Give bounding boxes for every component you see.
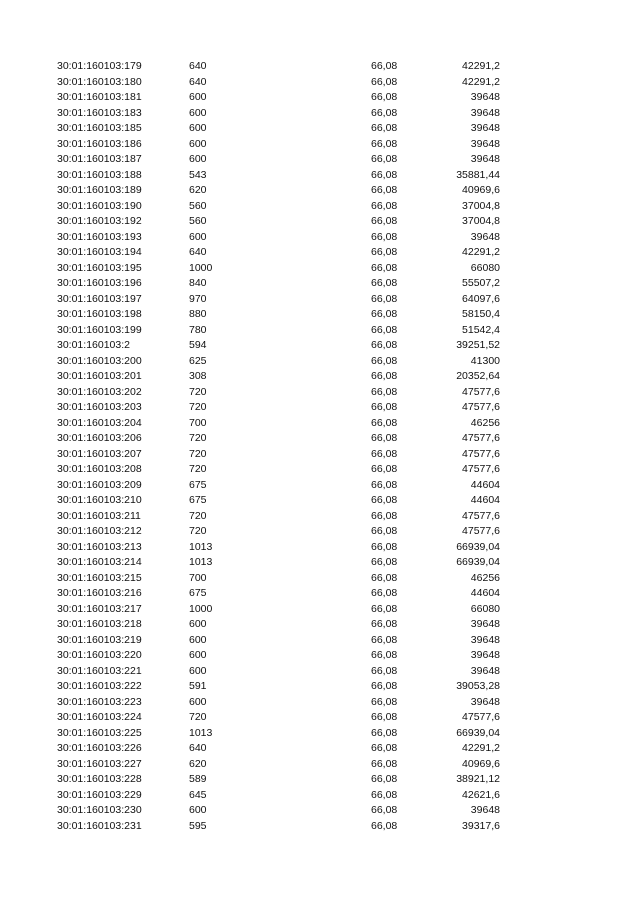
total-cell: 66080: [470, 261, 500, 274]
total-cell: 37004,8: [462, 199, 500, 212]
total-cell: 35881,44: [456, 168, 500, 181]
table-row: [0, 75, 640, 91]
cadastral-number-cell: 30:01:160103:222: [57, 680, 142, 692]
table-row: [0, 323, 640, 339]
rate-cell: 66,08: [371, 804, 398, 816]
table-row: [0, 772, 640, 788]
quantity-cell: 600: [189, 804, 207, 816]
quantity-cell: 720: [189, 447, 207, 460]
table-row: [0, 307, 640, 323]
cadastral-number-cell: 30:01:160103:213: [57, 540, 142, 553]
table-row: [0, 478, 640, 494]
cadastral-number-cell: 30:01:160103:200: [57, 354, 142, 367]
total-cell: 55507,2: [462, 277, 500, 289]
cadastral-number-cell: 30:01:160103:225: [57, 726, 142, 739]
quantity-cell: 600: [189, 618, 207, 630]
total-cell: 38921,12: [456, 773, 500, 785]
quantity-cell: 675: [189, 478, 207, 491]
rate-cell: 66,08: [371, 742, 398, 754]
total-cell: 47577,6: [462, 432, 500, 444]
quantity-cell: 840: [189, 277, 207, 289]
quantity-cell: 594: [189, 339, 207, 351]
cadastral-number-cell: 30:01:160103:201: [57, 370, 142, 382]
cadastral-number-cell: 30:01:160103:210: [57, 494, 142, 506]
total-cell: 39251,52: [456, 339, 500, 351]
rate-cell: 66,08: [371, 168, 398, 181]
rate-cell: 66,08: [371, 571, 398, 584]
cadastral-number-cell: 30:01:160103:227: [57, 757, 142, 770]
quantity-cell: 595: [189, 819, 207, 832]
total-cell: 47577,6: [462, 385, 500, 398]
cadastral-number-cell: 30:01:160103:185: [57, 122, 142, 134]
rate-cell: 66,08: [371, 323, 398, 336]
cadastral-number-cell: 30:01:160103:203: [57, 401, 142, 413]
cadastral-number-cell: 30:01:160103:194: [57, 246, 142, 258]
table-row: [0, 493, 640, 509]
cadastral-number-cell: 30:01:160103:198: [57, 308, 142, 320]
rate-cell: 66,08: [371, 385, 398, 398]
quantity-cell: 700: [189, 416, 207, 429]
total-cell: 42291,2: [462, 60, 500, 72]
cadastral-number-cell: 30:01:160103:207: [57, 447, 142, 460]
quantity-cell: 1000: [189, 602, 213, 615]
total-cell: 39648: [470, 153, 500, 165]
cadastral-number-cell: 30:01:160103:209: [57, 478, 142, 491]
quantity-cell: 600: [189, 91, 207, 103]
total-cell: 40969,6: [462, 184, 500, 196]
rate-cell: 66,08: [371, 649, 398, 661]
rate-cell: 66,08: [371, 153, 398, 165]
table-row: [0, 726, 640, 742]
quantity-cell: 600: [189, 122, 207, 134]
total-cell: 39648: [470, 633, 500, 646]
table-row: [0, 90, 640, 106]
quantity-cell: 640: [189, 60, 207, 72]
cadastral-number-cell: 30:01:160103:186: [57, 137, 142, 150]
total-cell: 39648: [470, 137, 500, 150]
table-row: [0, 137, 640, 153]
rate-cell: 66,08: [371, 401, 398, 413]
quantity-cell: 600: [189, 664, 207, 677]
cadastral-number-cell: 30:01:160103:180: [57, 75, 142, 88]
cadastral-number-cell: 30:01:160103:2: [57, 339, 130, 351]
rate-cell: 66,08: [371, 292, 398, 305]
cadastral-number-cell: 30:01:160103:190: [57, 199, 142, 212]
rate-cell: 66,08: [371, 587, 398, 599]
total-cell: 64097,6: [462, 292, 500, 305]
cadastral-number-cell: 30:01:160103:231: [57, 819, 142, 832]
table-row: [0, 106, 640, 122]
cadastral-number-cell: 30:01:160103:193: [57, 230, 142, 243]
total-cell: 47577,6: [462, 525, 500, 537]
rate-cell: 66,08: [371, 246, 398, 258]
cadastral-number-cell: 30:01:160103:188: [57, 168, 142, 181]
quantity-cell: 560: [189, 215, 207, 227]
quantity-cell: 640: [189, 246, 207, 258]
total-cell: 66080: [470, 602, 500, 615]
total-cell: 20352,64: [456, 370, 500, 382]
cadastral-number-cell: 30:01:160103:199: [57, 323, 142, 336]
total-cell: 58150,4: [462, 308, 500, 320]
quantity-cell: 720: [189, 463, 207, 475]
total-cell: 39648: [470, 106, 500, 119]
table-row: [0, 509, 640, 525]
quantity-cell: 620: [189, 757, 207, 770]
table-row: [0, 354, 640, 370]
rate-cell: 66,08: [371, 819, 398, 832]
quantity-cell: 589: [189, 773, 207, 785]
table-row: [0, 695, 640, 711]
table-row: [0, 788, 640, 804]
table-row: [0, 400, 640, 416]
quantity-cell: 640: [189, 75, 207, 88]
total-cell: 46256: [470, 571, 500, 584]
table-row: [0, 292, 640, 308]
table-row: [0, 214, 640, 230]
table-row: [0, 540, 640, 556]
rate-cell: 66,08: [371, 277, 398, 289]
table-row: [0, 369, 640, 385]
cadastral-number-cell: 30:01:160103:208: [57, 463, 142, 475]
cadastral-number-cell: 30:01:160103:179: [57, 60, 142, 72]
total-cell: 47577,6: [462, 401, 500, 413]
cadastral-number-cell: 30:01:160103:218: [57, 618, 142, 630]
rate-cell: 66,08: [371, 556, 398, 568]
quantity-cell: 780: [189, 323, 207, 336]
table-row: [0, 648, 640, 664]
cadastral-number-cell: 30:01:160103:204: [57, 416, 142, 429]
table-row: [0, 276, 640, 292]
table-row: [0, 664, 640, 680]
quantity-cell: 1013: [189, 540, 213, 553]
rate-cell: 66,08: [371, 463, 398, 475]
cadastral-number-cell: 30:01:160103:217: [57, 602, 142, 615]
cadastral-number-cell: 30:01:160103:196: [57, 277, 142, 289]
cadastral-number-cell: 30:01:160103:192: [57, 215, 142, 227]
total-cell: 42621,6: [462, 788, 500, 801]
total-cell: 39648: [470, 618, 500, 630]
quantity-cell: 675: [189, 587, 207, 599]
table-row: [0, 245, 640, 261]
table-row: [0, 819, 640, 835]
quantity-cell: 560: [189, 199, 207, 212]
total-cell: 39648: [470, 649, 500, 661]
total-cell: 42291,2: [462, 75, 500, 88]
table-row: [0, 679, 640, 695]
rate-cell: 66,08: [371, 757, 398, 770]
cadastral-number-cell: 30:01:160103:202: [57, 385, 142, 398]
total-cell: 39648: [470, 91, 500, 103]
table-row: [0, 338, 640, 354]
cadastral-number-cell: 30:01:160103:206: [57, 432, 142, 444]
table-row: [0, 586, 640, 602]
total-cell: 66939,04: [456, 540, 500, 553]
rate-cell: 66,08: [371, 137, 398, 150]
quantity-cell: 625: [189, 354, 207, 367]
table-row: [0, 617, 640, 633]
table-row: [0, 230, 640, 246]
rate-cell: 66,08: [371, 75, 398, 88]
rate-cell: 66,08: [371, 788, 398, 801]
data-table: [0, 59, 640, 834]
rate-cell: 66,08: [371, 354, 398, 367]
rate-cell: 66,08: [371, 695, 398, 708]
cadastral-number-cell: 30:01:160103:211: [57, 509, 141, 522]
rate-cell: 66,08: [371, 711, 398, 723]
quantity-cell: 720: [189, 432, 207, 444]
quantity-cell: 620: [189, 184, 207, 196]
cadastral-number-cell: 30:01:160103:223: [57, 695, 142, 708]
table-row: [0, 633, 640, 649]
rate-cell: 66,08: [371, 509, 398, 522]
quantity-cell: 1000: [189, 261, 213, 274]
total-cell: 44604: [470, 494, 500, 506]
quantity-cell: 543: [189, 168, 207, 181]
table-row: [0, 59, 640, 75]
quantity-cell: 600: [189, 649, 207, 661]
quantity-cell: 720: [189, 525, 207, 537]
total-cell: 39648: [470, 695, 500, 708]
quantity-cell: 600: [189, 230, 207, 243]
total-cell: 41300: [470, 354, 500, 367]
total-cell: 46256: [470, 416, 500, 429]
total-cell: 44604: [470, 587, 500, 599]
rate-cell: 66,08: [371, 478, 398, 491]
rate-cell: 66,08: [371, 773, 398, 785]
table-row: [0, 741, 640, 757]
table-row: [0, 416, 640, 432]
rate-cell: 66,08: [371, 215, 398, 227]
total-cell: 66939,04: [456, 556, 500, 568]
cadastral-number-cell: 30:01:160103:214: [57, 556, 142, 568]
cadastral-number-cell: 30:01:160103:224: [57, 711, 142, 723]
quantity-cell: 600: [189, 633, 207, 646]
rate-cell: 66,08: [371, 416, 398, 429]
quantity-cell: 700: [189, 571, 207, 584]
total-cell: 47577,6: [462, 509, 500, 522]
cadastral-number-cell: 30:01:160103:183: [57, 106, 142, 119]
total-cell: 39648: [470, 122, 500, 134]
quantity-cell: 970: [189, 292, 207, 305]
quantity-cell: 600: [189, 153, 207, 165]
quantity-cell: 600: [189, 137, 207, 150]
total-cell: 66939,04: [456, 726, 500, 739]
cadastral-number-cell: 30:01:160103:212: [57, 525, 142, 537]
table-row: [0, 168, 640, 184]
total-cell: 39053,28: [456, 680, 500, 692]
rate-cell: 66,08: [371, 633, 398, 646]
table-row: [0, 431, 640, 447]
total-cell: 42291,2: [462, 742, 500, 754]
cadastral-number-cell: 30:01:160103:181: [57, 91, 142, 103]
rate-cell: 66,08: [371, 525, 398, 537]
rate-cell: 66,08: [371, 432, 398, 444]
total-cell: 39648: [470, 230, 500, 243]
table-row: [0, 385, 640, 401]
quantity-cell: 880: [189, 308, 207, 320]
rate-cell: 66,08: [371, 122, 398, 134]
rate-cell: 66,08: [371, 370, 398, 382]
cadastral-number-cell: 30:01:160103:221: [57, 664, 142, 677]
quantity-cell: 1013: [189, 556, 213, 568]
table-row: [0, 261, 640, 277]
rate-cell: 66,08: [371, 339, 398, 351]
quantity-cell: 720: [189, 509, 207, 522]
cadastral-number-cell: 30:01:160103:189: [57, 184, 142, 196]
rate-cell: 66,08: [371, 106, 398, 119]
rate-cell: 66,08: [371, 91, 398, 103]
rate-cell: 66,08: [371, 540, 398, 553]
rate-cell: 66,08: [371, 664, 398, 677]
rate-cell: 66,08: [371, 60, 398, 72]
table-row: [0, 571, 640, 587]
rate-cell: 66,08: [371, 726, 398, 739]
quantity-cell: 675: [189, 494, 207, 506]
table-row: [0, 803, 640, 819]
quantity-cell: 640: [189, 742, 207, 754]
quantity-cell: 591: [189, 680, 207, 692]
table-row: [0, 121, 640, 137]
cadastral-number-cell: 30:01:160103:215: [57, 571, 142, 584]
cadastral-number-cell: 30:01:160103:197: [57, 292, 142, 305]
rate-cell: 66,08: [371, 230, 398, 243]
quantity-cell: 720: [189, 385, 207, 398]
table-row: [0, 757, 640, 773]
cadastral-number-cell: 30:01:160103:195: [57, 261, 142, 274]
rate-cell: 66,08: [371, 602, 398, 615]
quantity-cell: 720: [189, 711, 207, 723]
quantity-cell: 720: [189, 401, 207, 413]
table-row: [0, 555, 640, 571]
rate-cell: 66,08: [371, 199, 398, 212]
total-cell: 42291,2: [462, 246, 500, 258]
cadastral-number-cell: 30:01:160103:229: [57, 788, 142, 801]
total-cell: 37004,8: [462, 215, 500, 227]
table-row: [0, 447, 640, 463]
cadastral-number-cell: 30:01:160103:219: [57, 633, 142, 646]
cadastral-number-cell: 30:01:160103:230: [57, 804, 142, 816]
total-cell: 51542,4: [462, 323, 500, 336]
cadastral-number-cell: 30:01:160103:228: [57, 773, 142, 785]
table-row: [0, 602, 640, 618]
rate-cell: 66,08: [371, 308, 398, 320]
cadastral-number-cell: 30:01:160103:220: [57, 649, 142, 661]
quantity-cell: 600: [189, 106, 207, 119]
total-cell: 44604: [470, 478, 500, 491]
cadastral-number-cell: 30:01:160103:226: [57, 742, 142, 754]
rate-cell: 66,08: [371, 261, 398, 274]
table-row: [0, 462, 640, 478]
table-row: [0, 199, 640, 215]
total-cell: 47577,6: [462, 463, 500, 475]
total-cell: 39648: [470, 804, 500, 816]
quantity-cell: 308: [189, 370, 207, 382]
total-cell: 39317,6: [462, 819, 500, 832]
total-cell: 40969,6: [462, 757, 500, 770]
total-cell: 47577,6: [462, 711, 500, 723]
total-cell: 39648: [470, 664, 500, 677]
table-row: [0, 524, 640, 540]
rate-cell: 66,08: [371, 494, 398, 506]
total-cell: 47577,6: [462, 447, 500, 460]
rate-cell: 66,08: [371, 447, 398, 460]
table-row: [0, 183, 640, 199]
rate-cell: 66,08: [371, 680, 398, 692]
table-row: [0, 710, 640, 726]
quantity-cell: 645: [189, 788, 207, 801]
rate-cell: 66,08: [371, 184, 398, 196]
table-row: [0, 152, 640, 168]
rate-cell: 66,08: [371, 618, 398, 630]
cadastral-number-cell: 30:01:160103:187: [57, 153, 142, 165]
quantity-cell: 1013: [189, 726, 213, 739]
cadastral-number-cell: 30:01:160103:216: [57, 587, 142, 599]
quantity-cell: 600: [189, 695, 207, 708]
